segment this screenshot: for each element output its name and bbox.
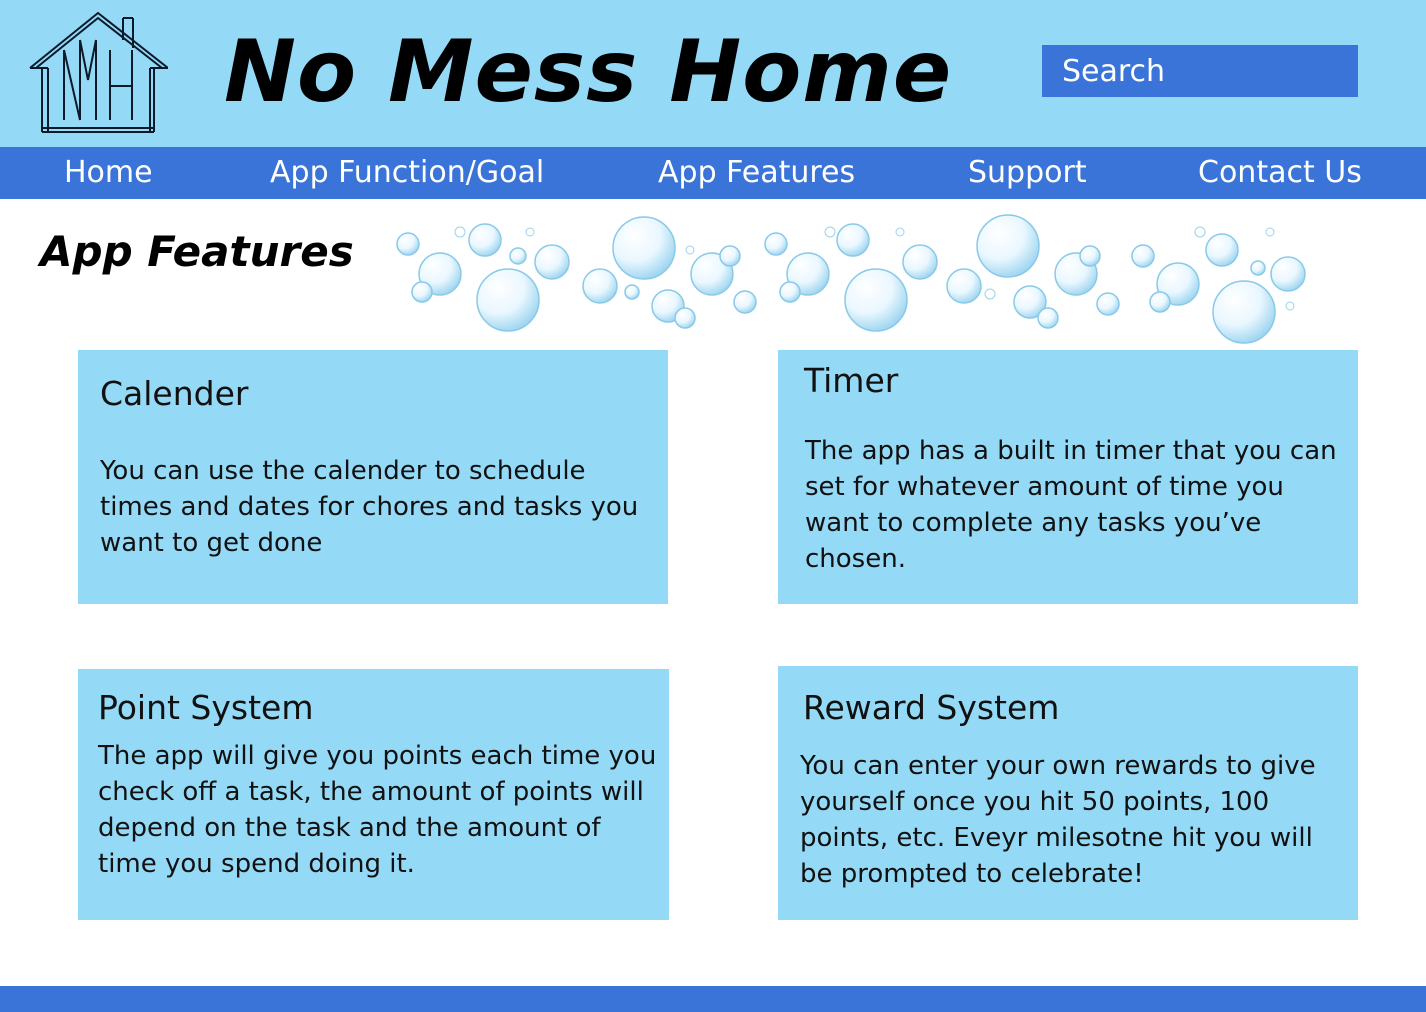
card-body: The app will give you points each time you check off a task, the amount of points will depend on the task and the amount of time you spend doing it. [98, 741, 657, 879]
house-logo-icon [28, 10, 168, 134]
search-input[interactable] [1062, 54, 1342, 89]
footer-bar [0, 986, 1426, 1012]
card-timer [778, 350, 1358, 604]
nav-app-features[interactable]: App Features [658, 155, 856, 190]
card-calender [78, 350, 668, 604]
nav-contact-us[interactable]: Contact Us [1198, 155, 1362, 190]
card-body: You can use the calender to schedule times and dates for chores and tasks you want to get done [100, 456, 639, 558]
nmh-logo[interactable] [28, 10, 168, 134]
search-box[interactable] [1042, 45, 1358, 97]
nav-home[interactable]: Home [64, 155, 153, 190]
nav-bar [0, 147, 1426, 199]
site-title: No Mess Home [224, 22, 953, 122]
card-body: You can enter your own rewards to give yourself once you hit 50 points, 100 points, etc. Eveyr milesotne hit you will be prompted to celebrate! [800, 751, 1316, 889]
bubbles-decoration-icon [390, 210, 1320, 350]
card-title: Reward System [803, 688, 1060, 727]
card-reward-system [778, 666, 1358, 920]
card-point-system [78, 669, 669, 920]
card-title: Point System [98, 688, 314, 727]
nav-app-function-goal[interactable]: App Function/Goal [270, 155, 545, 190]
card-title: Calender [100, 374, 249, 413]
card-title: Timer [804, 361, 899, 400]
page-title: App Features [40, 227, 354, 276]
nav-support[interactable]: Support [968, 155, 1087, 190]
card-body: The app has a built in timer that you can set for whatever amount of time you want to complete any tasks you’ve chosen. [805, 436, 1337, 574]
header [0, 0, 1426, 147]
